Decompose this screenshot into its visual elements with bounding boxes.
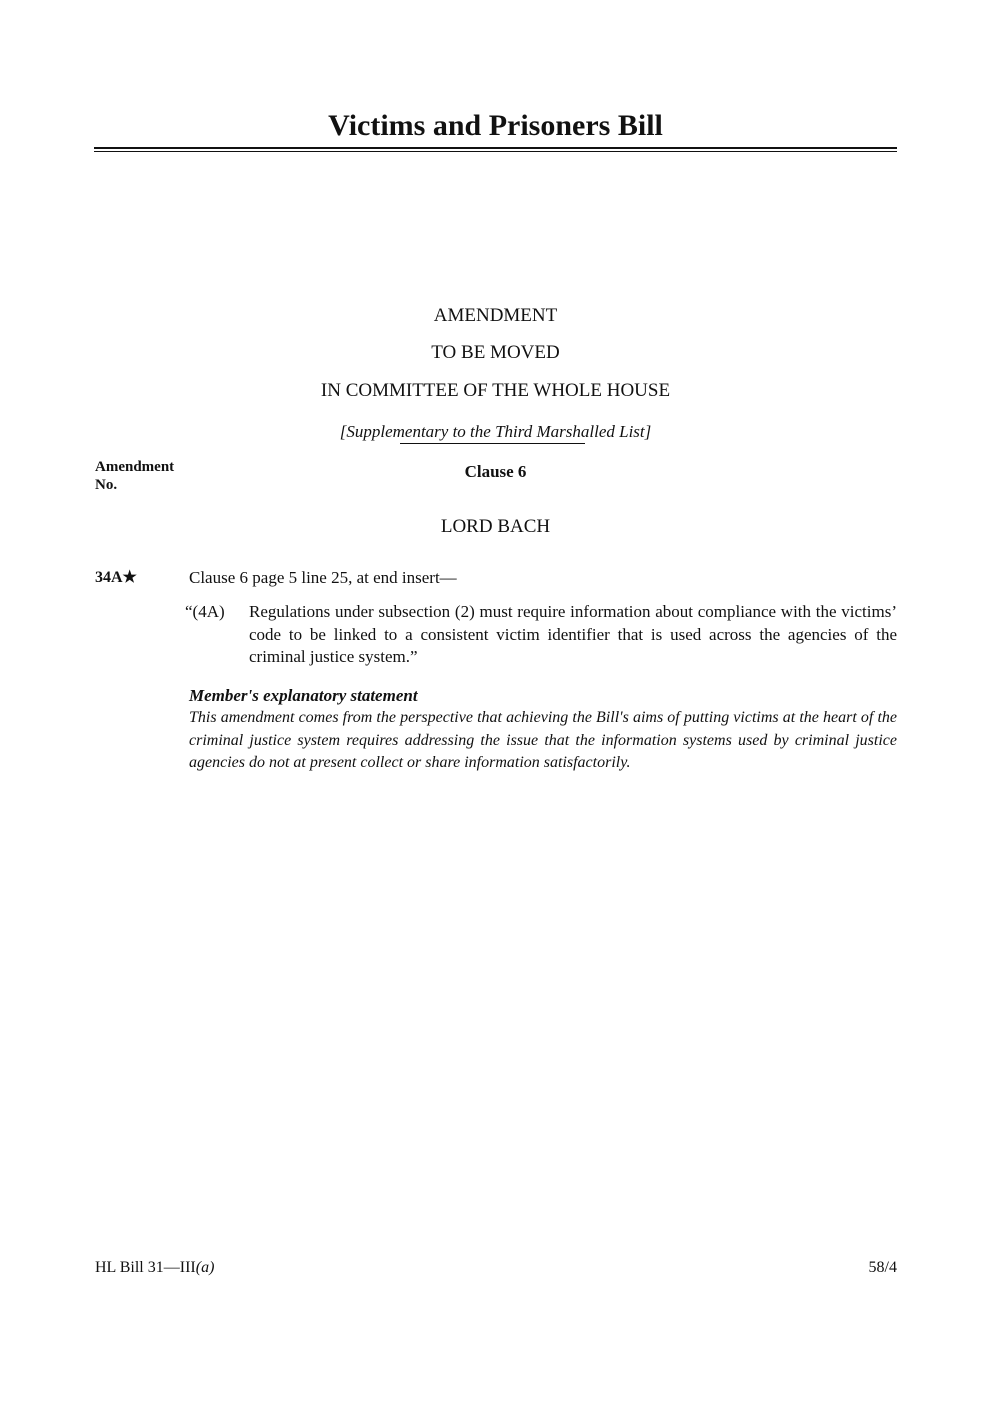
- heading-to-be-moved: TO BE MOVED: [431, 342, 560, 363]
- heading-amendment: AMENDMENT: [433, 305, 558, 326]
- footer-bill-ref-suffix: (a): [195, 1259, 215, 1276]
- footer-bill-ref-main: HL Bill 31—III: [95, 1259, 196, 1276]
- subsection-marker: “(4A): [185, 602, 225, 621]
- amendment-number: 34A★: [95, 569, 137, 586]
- footer-bill-reference: [95, 1258, 214, 1278]
- explanatory-statement-text: This amendment comes from the perspective that achieving the Bill's aims of putting victims at the heart of the criminal justice system requires addressing the issue that the information systems used by criminal justice agencies do not at present collect or share information satisfactorily.: [189, 709, 897, 771]
- supplementary-rule: [400, 443, 585, 444]
- member-name: LORD BACH: [440, 516, 551, 537]
- clause-heading: Clause 6: [464, 462, 527, 481]
- amendment-label-line2: No.: [95, 477, 118, 493]
- amendment-label-line1: Amendment: [95, 459, 175, 475]
- supplementary-note: [Supplementary to the Third Marshalled List]: [339, 422, 652, 441]
- subsection-text: Regulations under subsection (2) must require information about compliance with the victims’ code to be linked to a consistent victim identifier that is used across the agencies of the criminal justice system.”: [249, 602, 897, 666]
- footer-page-reference: 58/4: [868, 1259, 897, 1276]
- heading-committee: IN COMMITTEE OF THE WHOLE HOUSE: [320, 380, 671, 401]
- explanatory-statement-heading: Member's explanatory statement: [189, 686, 418, 705]
- title-double-rule: [94, 147, 897, 152]
- document-title: Victims and Prisoners Bill: [328, 109, 663, 142]
- amendment-instruction: Clause 6 page 5 line 25, at end insert—: [189, 568, 457, 587]
